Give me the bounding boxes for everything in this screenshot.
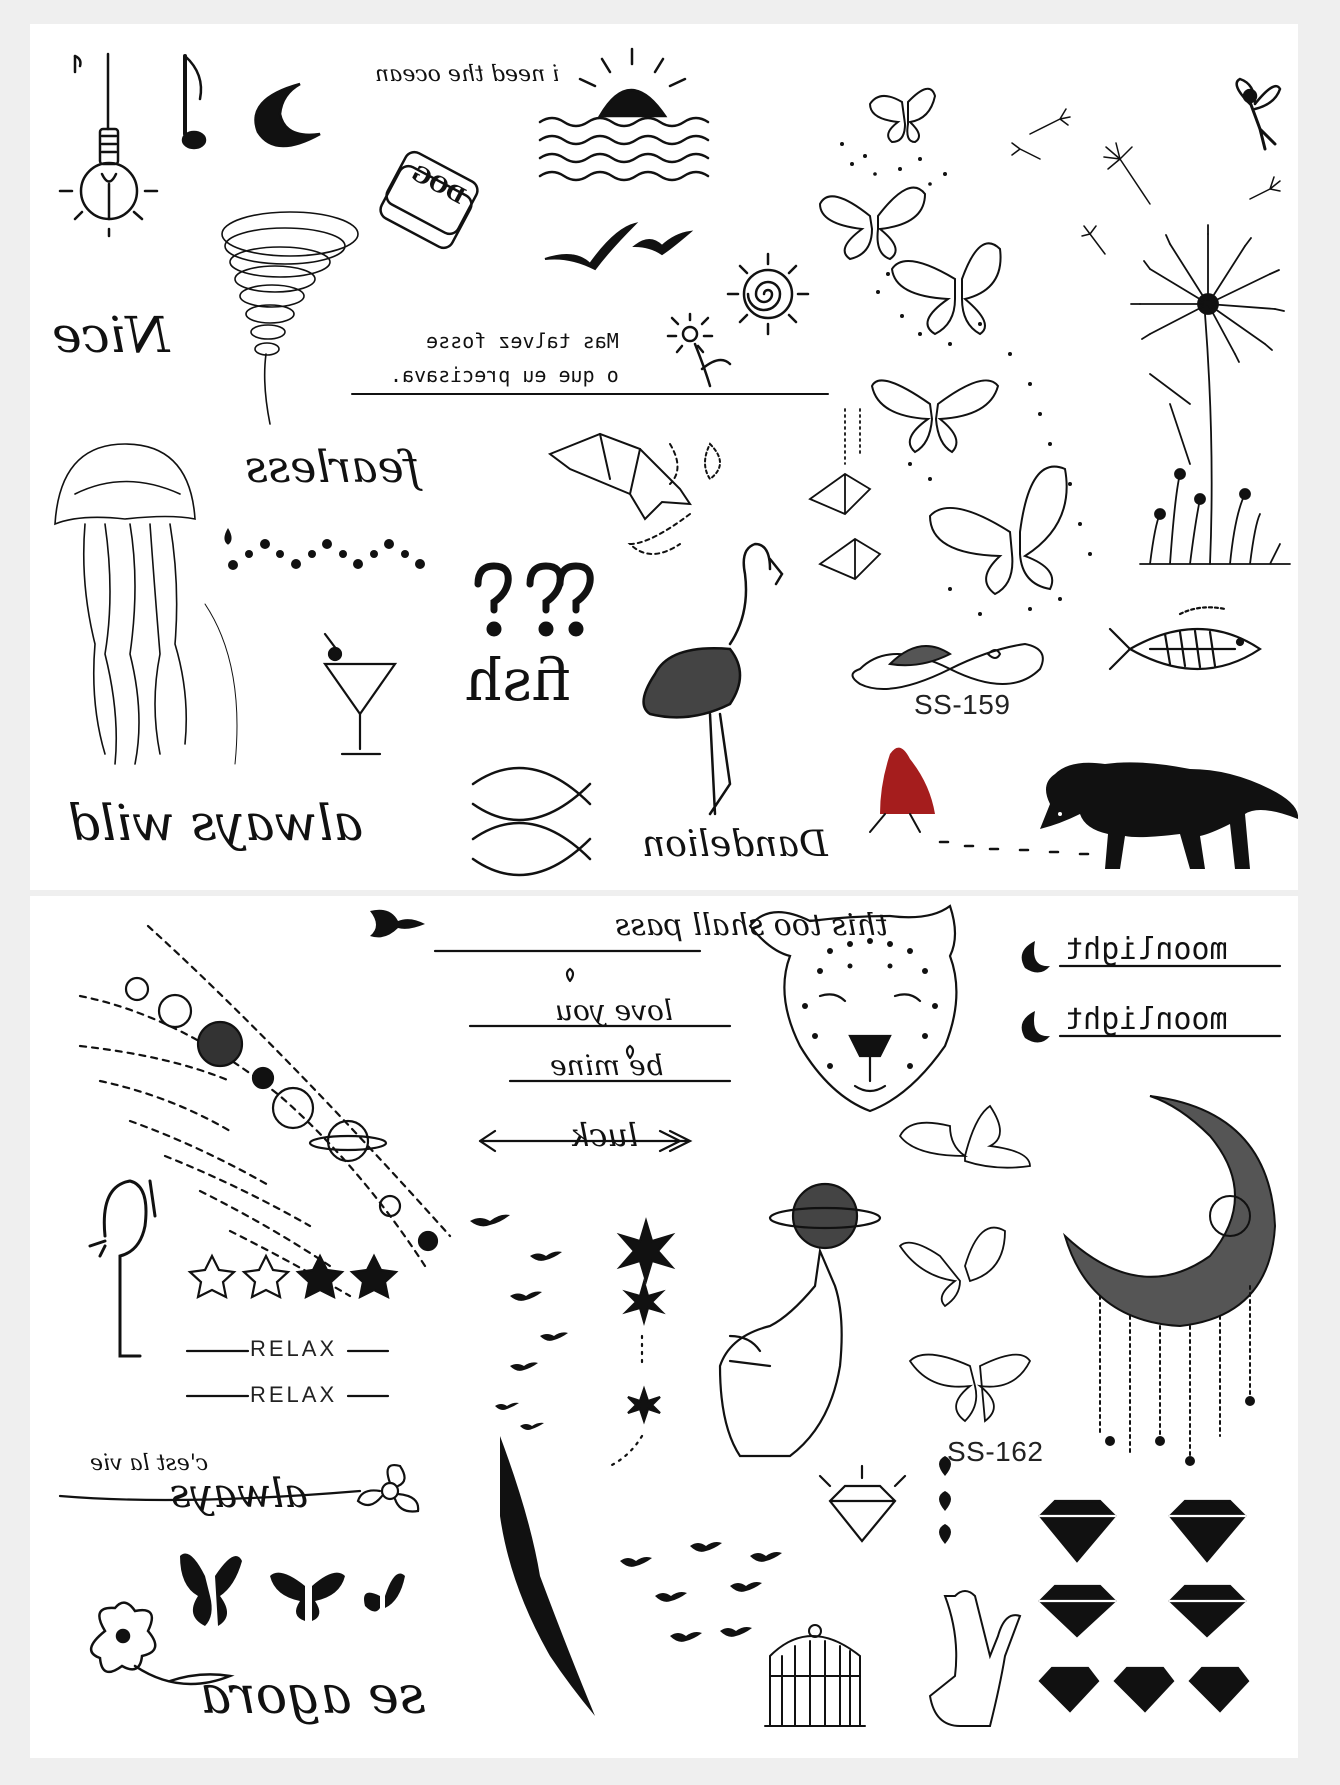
dandelion-script-text: Dandelion — [642, 824, 828, 865]
cest-la-vie-text: c'est la vie — [90, 1451, 209, 1476]
feather-birds-icon — [470, 1215, 595, 1716]
fish-skeleton-icon — [1110, 607, 1260, 669]
diamond-icon — [820, 1466, 1248, 1711]
tornado-icon — [222, 212, 358, 424]
birds-icon — [545, 224, 690, 269]
luck-text: luck — [570, 1116, 639, 1154]
question-marks-icon — [478, 566, 590, 633]
se-agora-text: se agora — [200, 1666, 426, 1726]
tattoo-sheet-ss-159 — [30, 24, 1298, 890]
wolf-icon — [1040, 762, 1298, 869]
flying-birds-icon — [620, 1542, 782, 1642]
sheet-code-ss-159: SS-159 — [914, 689, 1011, 720]
butterfly-outline-icon — [900, 1106, 1030, 1421]
music-note-icon — [75, 56, 205, 148]
moonlight-text-1: moonlight — [1065, 932, 1228, 967]
moonlight-text-2: moonlight — [1065, 1002, 1228, 1037]
portuguese-quote — [390, 324, 619, 392]
light-bulb-icon — [60, 54, 157, 236]
always-script-text: always — [170, 1471, 308, 1517]
relax-text-1: RELAX — [250, 1336, 338, 1361]
planets-orbit-icon — [80, 926, 450, 1296]
relax-text-2: RELAX — [250, 1382, 338, 1407]
raindrops-icon — [224, 528, 425, 570]
star-chain-icon — [610, 1221, 672, 1466]
flamingo-outline-icon — [90, 1181, 155, 1356]
finger-planet-icon — [720, 1184, 880, 1456]
fearless-text: fearless — [245, 442, 420, 493]
butterfly-icon — [820, 89, 1067, 594]
cocktail-icon — [325, 634, 395, 754]
dandelion-icon — [1131, 225, 1290, 564]
hand-icon — [930, 1591, 1020, 1726]
sparkle-dots-icon — [840, 142, 1092, 616]
fairy-icon — [1237, 79, 1280, 149]
be-mine-text: be mine — [550, 1049, 664, 1082]
swallow-icon — [370, 910, 425, 938]
moon-glyph-icon — [1022, 941, 1050, 1043]
butterfly-silhouette-icon — [180, 1554, 405, 1627]
jellyfish-icon — [55, 444, 237, 764]
moon-icon — [256, 84, 320, 146]
nice-text: Nice — [52, 306, 170, 364]
sheet-code-ss-162: SS-162 — [947, 1436, 1044, 1467]
dog-tag-text: DOG — [407, 160, 470, 210]
this-too-text: this too shall pass — [615, 908, 888, 943]
dog-tag-icon — [377, 149, 481, 252]
always-wild-text: always wild — [68, 794, 363, 852]
crescent-moon-mandala-icon — [1065, 1096, 1275, 1465]
fish-text: fish — [465, 646, 571, 714]
infinity-feather-icon — [853, 644, 1043, 689]
sunset-waves-icon — [540, 49, 708, 180]
heart-outline-icon — [567, 969, 573, 981]
daisy-icon — [668, 314, 730, 386]
sun-spiral-icon — [728, 254, 808, 334]
origami-dolphin-icon — [550, 434, 720, 554]
ichthys-fish-icon — [473, 768, 590, 875]
sheet-ss-159-artwork — [30, 24, 1298, 890]
dandelion-seeds-icon — [1012, 109, 1280, 254]
birdcage-icon — [765, 1625, 865, 1726]
need-ocean-text: i need the ocean — [375, 62, 560, 87]
quote-line-2: o que eu precisava. — [390, 363, 619, 387]
heart-icon — [939, 1456, 951, 1544]
flamingo-icon — [644, 544, 782, 814]
tattoo-sheet-ss-162 — [30, 896, 1298, 1758]
paper-crane-icon — [810, 409, 880, 579]
love-you-text: love you — [555, 994, 673, 1027]
stars-icon — [190, 1256, 396, 1297]
quote-line-1: Mas talvez fosse — [426, 329, 619, 353]
